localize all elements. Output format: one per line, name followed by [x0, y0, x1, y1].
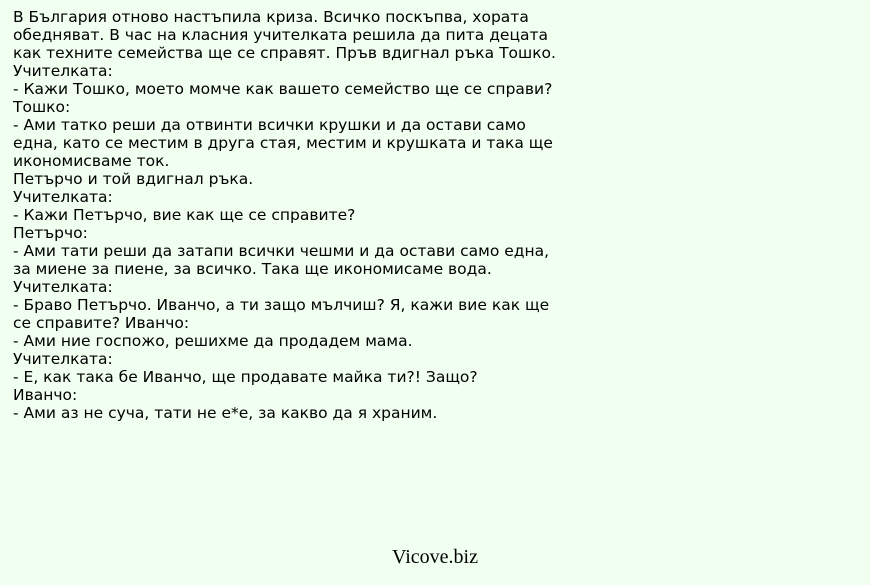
- joke-line: - Ами тати реши да затапи всички чешми и да остави само една,: [13, 242, 550, 260]
- joke-line: - Ами аз не суча, тати не е*е, за какво да я храним.: [13, 404, 438, 422]
- joke-line: - Ами татко реши да отвинти всички крушки и да остави само: [13, 116, 526, 134]
- joke-text: [13, 8, 863, 422]
- joke-line: Тошко:: [13, 98, 71, 116]
- joke-line: Учителката:: [13, 188, 113, 206]
- joke-line: една, като се местим в друга стая, местим и крушката и така ще: [13, 134, 553, 152]
- joke-line: Петърчо:: [13, 224, 88, 242]
- joke-line: - Кажи Тошко, моето момче как вашето семейство ще се справи?: [13, 80, 553, 98]
- joke-line: обедняват. В час на класния учителката решила да пита децата: [13, 26, 549, 44]
- joke-line: Учителката:: [13, 350, 113, 368]
- joke-line: - Ами ние госпожо, решихме да продадем мама.: [13, 332, 413, 350]
- joke-line: за миене за пиене, за всичко. Така ще икономисаме вода.: [13, 260, 492, 278]
- joke-line: - Е, как така бе Иванчо, ще продавате майка ти?! Защо?: [13, 368, 478, 386]
- site-watermark: Vicove.biz: [392, 546, 478, 568]
- joke-line: Учителката:: [13, 278, 113, 296]
- joke-line: как техните семейства ще се справят. Пръв вдигнал ръка Тошко.: [13, 44, 556, 62]
- joke-line: - Браво Петърчо. Иванчо, а ти защо мълчиш? Я, кажи вие как ще: [13, 296, 550, 314]
- joke-line: В България отново настъпила криза. Всичко поскъпва, хората: [13, 8, 529, 26]
- joke-line: се справите? Иванчо:: [13, 314, 190, 332]
- joke-line: - Кажи Петърчо, вие как ще се справите?: [13, 206, 356, 224]
- joke-line: Учителката:: [13, 62, 113, 80]
- joke-line: Иванчо:: [13, 386, 78, 404]
- joke-line: Петърчо и той вдигнал ръка.: [13, 170, 254, 188]
- joke-line: икономисваме ток.: [13, 152, 170, 170]
